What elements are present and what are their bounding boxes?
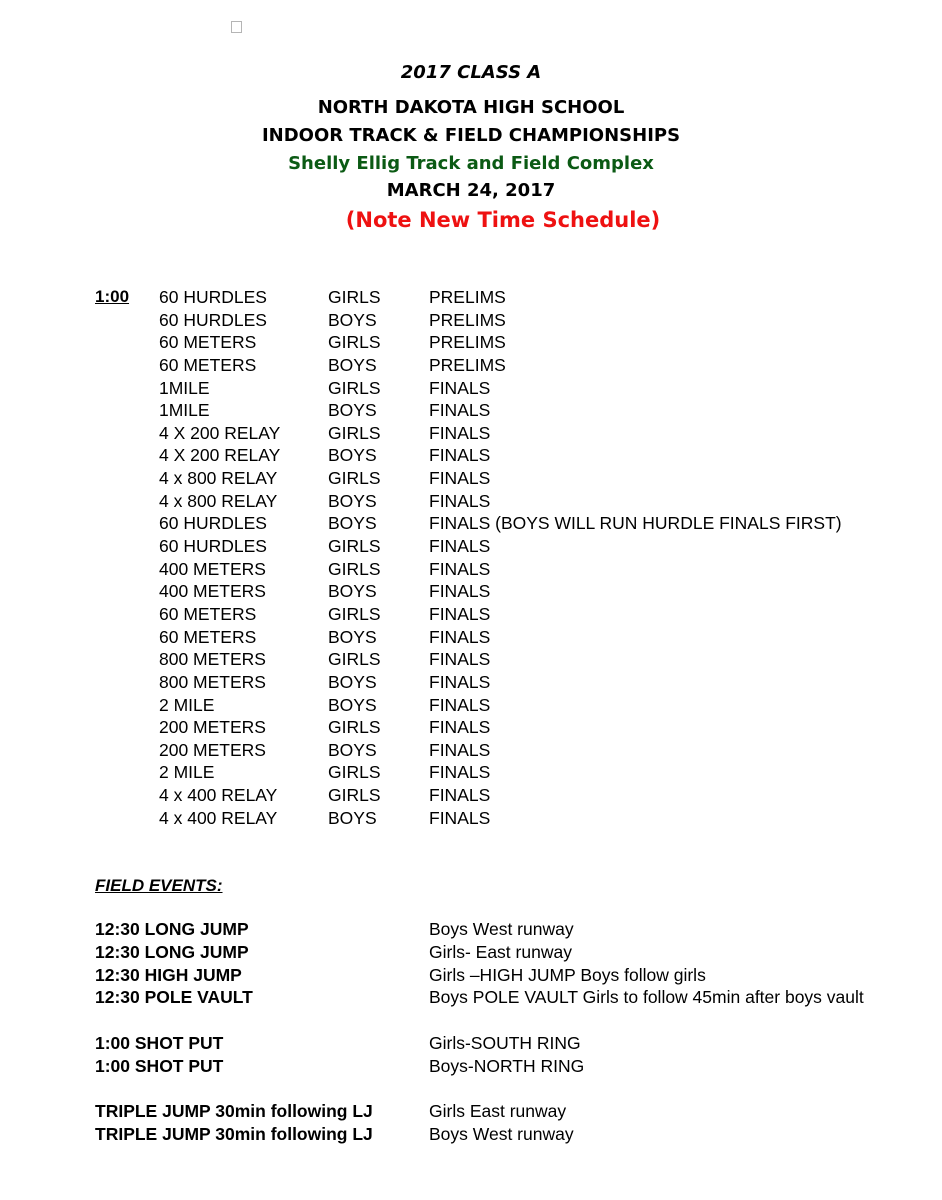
- event-date: MARCH 24, 2017: [386, 180, 556, 201]
- event-round: PRELIMS: [429, 309, 506, 330]
- event-round: FINALS: [429, 649, 491, 670]
- event-gender: GIRLS: [328, 468, 381, 489]
- event-round: PRELIMS: [429, 287, 506, 307]
- event-name: 800 METERS: [159, 649, 266, 670]
- field-event-row: [95, 1056, 935, 1079]
- event-name: 2 MILE: [159, 694, 215, 715]
- event-name: 4 x 800 RELAY: [159, 490, 278, 511]
- event-round: FINALS: [429, 400, 491, 421]
- event-round: PRELIMS: [429, 354, 506, 375]
- field-event-row: [95, 1101, 935, 1124]
- event-name: 60 METERS: [159, 332, 257, 353]
- field-event-location: Girls –HIGH JUMP Boys follow girls: [429, 964, 706, 985]
- event-name: 4 X 200 RELAY: [159, 422, 281, 443]
- event-name: 1MILE: [159, 400, 210, 421]
- event-round: FINALS: [429, 603, 491, 624]
- event-name: 60 METERS: [159, 603, 257, 624]
- event-round: FINALS: [429, 762, 491, 783]
- event-round: FINALS: [429, 558, 491, 579]
- event-gender: BOYS: [328, 490, 377, 511]
- event-round: FINALS: [429, 468, 491, 489]
- event-name: 2 MILE: [159, 762, 215, 783]
- event-name: 60 METERS: [159, 626, 257, 647]
- field-event-location: Boys West runway: [429, 1123, 574, 1144]
- event-gender: GIRLS: [328, 762, 381, 783]
- field-event-name: 1:00 SHOT PUT: [95, 1055, 224, 1076]
- event-round: FINALS: [429, 422, 491, 443]
- event-round: FINALS (BOYS WILL RUN HURDLE FINALS FIRST): [429, 513, 842, 534]
- field-event-row: [95, 942, 935, 965]
- field-events-list: [95, 919, 935, 1147]
- event-round: FINALS: [429, 717, 491, 738]
- field-event-name: 1:00 SHOT PUT: [95, 1032, 224, 1053]
- field-event-name: 12:30 LONG JUMP: [95, 919, 249, 939]
- event-name: 1MILE: [159, 377, 210, 398]
- event-gender: GIRLS: [328, 287, 381, 307]
- running-start-time: 1:00: [95, 287, 130, 306]
- field-event-location: Girls- East runway: [429, 941, 572, 962]
- field-event-name: TRIPLE JUMP 30min following LJ: [95, 1123, 373, 1144]
- event-round: FINALS: [429, 785, 491, 806]
- event-round: FINALS: [429, 490, 491, 511]
- field-event-location: Girls-SOUTH RING: [429, 1032, 581, 1053]
- field-event-row: [95, 919, 935, 942]
- schedule-note: (Note New Time Schedule): [345, 208, 661, 232]
- event-gender: GIRLS: [328, 536, 381, 557]
- event-round: FINALS: [429, 807, 491, 828]
- event-round: FINALS: [429, 581, 491, 602]
- event-gender: BOYS: [328, 400, 377, 421]
- event-name: 400 METERS: [159, 581, 266, 602]
- document-subtitle-championship: INDOOR TRACK & FIELD CHAMPIONSHIPS: [261, 125, 681, 146]
- event-round: FINALS: [429, 626, 491, 647]
- event-gender: BOYS: [328, 671, 377, 692]
- event-name: 400 METERS: [159, 558, 266, 579]
- field-event-row: [95, 965, 935, 988]
- checkbox-placeholder-icon: [231, 21, 242, 33]
- field-event-location: Boys POLE VAULT Girls to follow 45min after boys vault: [429, 987, 864, 1008]
- event-name: 4 X 200 RELAY: [159, 445, 281, 466]
- event-name: 60 HURDLES: [159, 536, 267, 557]
- document-subtitle-school: NORTH DAKOTA HIGH SCHOOL: [317, 97, 625, 118]
- event-round: FINALS: [429, 739, 491, 760]
- event-name: 4 x 400 RELAY: [159, 785, 278, 806]
- event-name: 60 HURDLES: [159, 309, 267, 330]
- event-name: 200 METERS: [159, 717, 266, 738]
- field-event-name: 12:30 HIGH JUMP: [95, 964, 242, 985]
- event-gender: GIRLS: [328, 558, 381, 579]
- event-name: 800 METERS: [159, 671, 266, 692]
- event-round: FINALS: [429, 536, 491, 557]
- event-gender: BOYS: [328, 513, 377, 534]
- event-gender: BOYS: [328, 626, 377, 647]
- field-event-location: Boys-NORTH RING: [429, 1055, 585, 1076]
- event-gender: BOYS: [328, 807, 377, 828]
- event-gender: BOYS: [328, 354, 377, 375]
- field-event-row: [95, 1033, 935, 1056]
- venue-name: Shelly Ellig Track and Field Complex: [288, 153, 654, 174]
- document-title: 2017 CLASS A: [400, 62, 542, 83]
- event-gender: GIRLS: [328, 603, 381, 624]
- event-name: 60 HURDLES: [159, 287, 267, 307]
- field-event-row: [95, 1124, 935, 1147]
- field-event-row: [95, 987, 935, 1010]
- event-gender: GIRLS: [328, 717, 381, 738]
- field-event-name: 12:30 POLE VAULT: [95, 987, 253, 1008]
- event-gender: BOYS: [328, 581, 377, 602]
- event-round: FINALS: [429, 671, 491, 692]
- event-gender: GIRLS: [328, 377, 381, 398]
- event-name: 4 x 800 RELAY: [159, 468, 278, 489]
- event-round: FINALS: [429, 694, 491, 715]
- event-name: 60 HURDLES: [159, 513, 267, 534]
- event-name: 60 METERS: [159, 354, 257, 375]
- event-name: 200 METERS: [159, 739, 266, 760]
- field-event-location: Girls East runway: [429, 1100, 567, 1121]
- event-gender: GIRLS: [328, 649, 381, 670]
- event-gender: BOYS: [328, 309, 377, 330]
- event-round: FINALS: [429, 445, 491, 466]
- field-events-heading: FIELD EVENTS:: [95, 876, 223, 895]
- field-event-name: TRIPLE JUMP 30min following LJ: [95, 1100, 373, 1121]
- event-gender: GIRLS: [328, 422, 381, 443]
- event-gender: BOYS: [328, 739, 377, 760]
- event-round: PRELIMS: [429, 332, 506, 353]
- event-name: 4 x 400 RELAY: [159, 807, 278, 828]
- event-gender: GIRLS: [328, 785, 381, 806]
- event-gender: BOYS: [328, 694, 377, 715]
- field-event-name: 12:30 LONG JUMP: [95, 941, 249, 962]
- event-round: FINALS: [429, 377, 491, 398]
- event-gender: GIRLS: [328, 332, 381, 353]
- event-gender: BOYS: [328, 445, 377, 466]
- field-event-location: Boys West runway: [429, 919, 574, 939]
